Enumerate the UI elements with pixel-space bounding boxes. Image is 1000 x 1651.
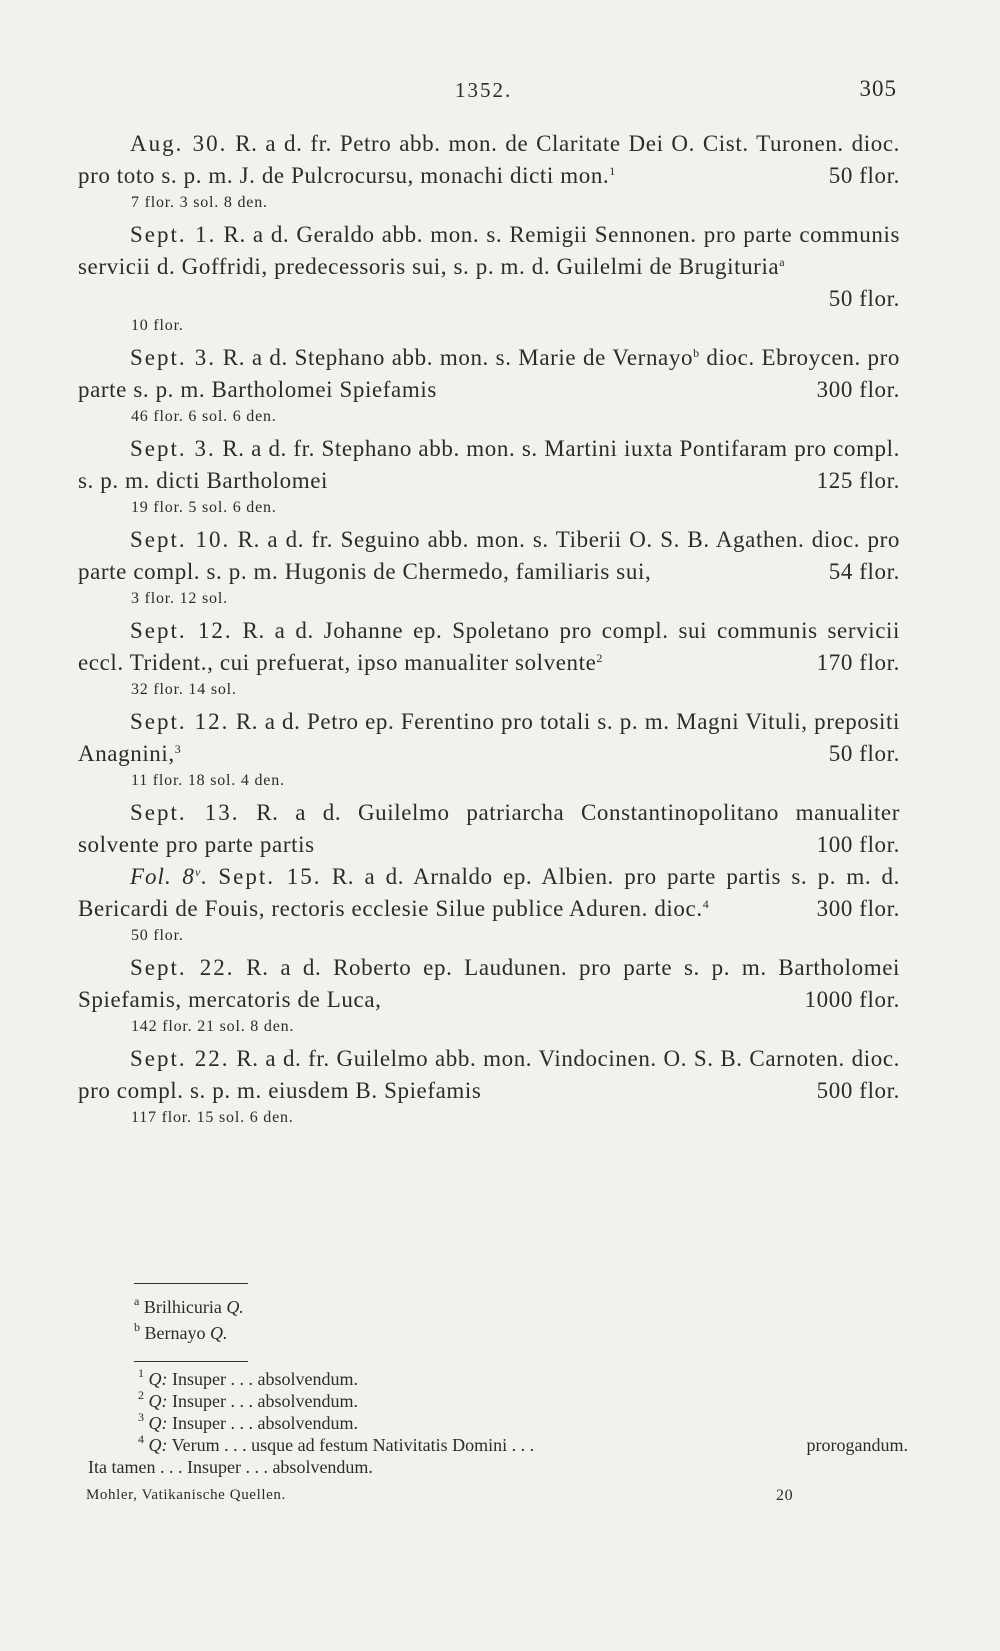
ledger-entry	[78, 861, 900, 947]
header-year: 1352.	[455, 78, 513, 102]
numbered-footnote: $^4$ Q: Verum . . . usque ad festum Nativitatis Domini . . . prorogandum.	[138, 1432, 908, 1455]
ledger-entry	[78, 952, 900, 1038]
numbered-footnote: $^2$ Q: Insuper . . . absolvendum.	[138, 1388, 358, 1411]
entry-text: Sept. 3. R. a d. Stephano abb. mon. s. Marie de Vernayo$^b$ dioc. Ebroycen. pro parte s. p. m. Bartholomei Spiefamis 300 flor.	[78, 342, 900, 406]
running-header	[0, 70, 1000, 110]
footnote-rule-numbers	[134, 1361, 248, 1362]
ledger-entry	[78, 706, 900, 792]
entry-amount: 100 flor.	[816, 832, 900, 857]
entry-payment: 46 flor. 6 sol. 6 den.	[131, 408, 277, 425]
entry-text: Sept. 3. R. a d. fr. Stephano abb. mon. s. Martini iuxta Pontifaram pro compl. s. p. m. dicti Bartholomei 125 flor.	[78, 433, 900, 497]
entry-text: Sept. 22. R. a d. fr. Guilelmo abb. mon. Vindocinen. O. S. B. Carnoten. dioc. pro compl. s. p. m. eiusdem B. Spiefamis 500 flor.	[78, 1043, 900, 1107]
signature-mark: 20	[776, 1487, 794, 1504]
entry-text: Sept. 12. R. a d. Johanne ep. Spoletano pro compl. sui communis servicii eccl. Trident., cui prefuerat, ipso manualiter solvente$^2$ 170 flor.	[78, 615, 900, 679]
letter-footnote: $^a$ Brilhicuria Q.	[134, 1294, 244, 1317]
ledger-entry	[78, 615, 900, 701]
footer-source: Mohler, Vatikanische Quellen.	[86, 1487, 286, 1503]
footnote-continuation: Ita tamen . . . Insuper . . . absolvendum.	[88, 1457, 373, 1477]
entry-text: Sept. 22. R. a d. Roberto ep. Laudunen. pro parte s. p. m. Bartholomei Spiefamis, mercatoris de Luca, 1000 flor.	[78, 952, 900, 1016]
entry-amount: 500 flor.	[816, 1078, 900, 1103]
footnote-rule-letters	[134, 1283, 248, 1284]
entry-payment: 3 flor. 12 sol.	[131, 590, 228, 607]
entry-text: Sept. 12. R. a d. Petro ep. Ferentino pro totali s. p. m. Magni Vituli, prepositi Anagnini,$^3$ 50 flor.	[78, 706, 900, 770]
letter-footnote: $^b$ Bernayo Q.	[134, 1320, 228, 1343]
entries-list	[78, 128, 900, 1134]
entry-text: Sept. 1. R. a d. Geraldo abb. mon. s. Remigii Sennonen. pro parte communis servicii d. Goffridi, predecessoris sui, s. p. m. d. Guilelmi de Brugituria$^a$ 50 flor.	[78, 219, 900, 315]
entry-payment: 19 flor. 5 sol. 6 den.	[131, 499, 277, 516]
ledger-entry	[78, 797, 900, 861]
page-number: 305	[859, 76, 897, 101]
entry-text: Sept. 10. R. a d. fr. Seguino abb. mon. s. Tiberii O. S. B. Agathen. dioc. pro parte compl. s. p. m. Hugonis de Chermedo, familiaris sui, 54 flor.	[78, 524, 900, 588]
page-footer	[86, 1487, 806, 1504]
ledger-entry	[78, 524, 900, 610]
numbered-footnote: $^1$ Q: Insuper . . . absolvendum.	[138, 1366, 358, 1389]
entry-payment: 50 flor.	[131, 927, 184, 944]
numbered-footnote: $^3$ Q: Insuper . . . absolvendum.	[138, 1410, 358, 1433]
letter-footnotes	[134, 1294, 244, 1346]
entry-amount: 50 flor.	[828, 163, 900, 188]
entry-amount: 1000 flor.	[804, 987, 900, 1012]
numbered-footnotes	[88, 1368, 908, 1478]
entry-text: Aug. 30. R. a d. fr. Petro abb. mon. de Claritate Dei O. Cist. Turonen. dioc. pro toto s. p. m. J. de Pulcrocursu, monachi dicti mon.$^1$ 50 flor.	[78, 128, 900, 192]
entry-payment: 117 flor. 15 sol. 6 den.	[131, 1109, 294, 1126]
entry-amount: 50 flor.	[828, 741, 900, 766]
ledger-entry	[78, 128, 900, 214]
entry-payment: 7 flor. 3 sol. 8 den.	[131, 194, 268, 211]
entry-amount: 300 flor.	[816, 377, 900, 402]
entry-amount: 50 flor.	[828, 286, 900, 311]
entry-amount: 54 flor.	[828, 559, 900, 584]
ledger-entry	[78, 433, 900, 519]
entry-amount: 125 flor.	[816, 468, 900, 493]
entry-payment: 10 flor.	[131, 317, 184, 334]
entry-text: Sept. 13. R. a d. Guilelmo patriarcha Constantinopolitano manualiter solvente pro parte partis 100 flor.	[78, 797, 900, 861]
ledger-entry	[78, 1043, 900, 1129]
entry-amount: 300 flor.	[816, 896, 900, 921]
entry-payment: 32 flor. 14 sol.	[131, 681, 237, 698]
ledger-entry	[78, 219, 900, 337]
entry-payment: 11 flor. 18 sol. 4 den.	[131, 772, 285, 789]
entry-payment: 142 flor. 21 sol. 8 den.	[131, 1018, 295, 1035]
entry-amount: 170 flor.	[816, 650, 900, 675]
ledger-entry	[78, 342, 900, 428]
entry-text: Fol. 8$^v$. Sept. 15. R. a d. Arnaldo ep. Albien. pro parte partis s. p. m. d. Bericardi de Fouis, rectoris ecclesie Silue publice Aduren. dioc.$^4$ 300 flor.	[78, 861, 900, 925]
